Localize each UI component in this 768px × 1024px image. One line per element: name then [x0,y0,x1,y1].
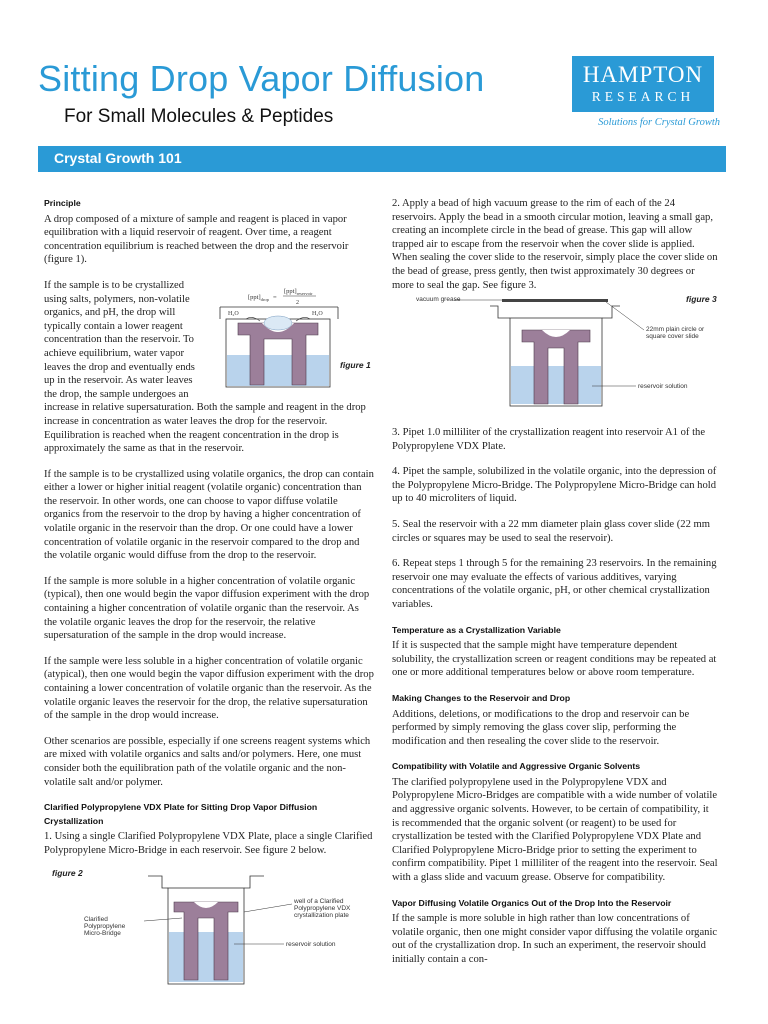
paragraph-changes: Additions, deletions, or modifications to the drop and reservoir can be performed by simply removing the glass cover slip, performing the modification and then resealing the cover slide to the reservoir. [392,708,690,747]
figure-3 [392,290,718,410]
fig1-eq-right: $[ppt]_{reservoir}$ [284,287,313,296]
figure-2-note-reservoir: reservoir solution [286,941,336,948]
paragraph-principle-2: If the sample is to be crystallized using salts, polymers, non-volatile organics, and pH, the drop will typically contain a lower reagent concentration than the reservoir. To achieve equilibrium, water vapor leaves the drop and eventually ends up in the reservoir. As water leaves the drop, the sample undergoes an increase in relative supersaturation. Both the sample and reagent in the drop increase in concentration as water leaves the drop for the reservoir. Equilibration is reached when the reagent concentration in the drop is approximately the same as that in the reservoir. [44,279,366,455]
figure-3-note-reservoir: reservoir solution [638,383,688,390]
heading-vapor-diffusing: Vapor Diffusing Volatile Organics Out of the Drop Into the Reservoir [392,897,672,908]
paragraph-step-3: 3. Pipet 1.0 milliliter of the crystallization reagent into reservoir A1 of the Polypropylene VDX Plate. [392,427,706,452]
figure-3-label: figure 3 [686,294,717,304]
figure-2-note-well: well of a Clarified Polypropylene VDX crystallization plate [294,898,351,919]
figure-3-note-grease: vacuum grease [416,296,461,303]
fig1-h2o-left: H₂O [228,310,239,317]
figure-2-note-bridge: Clarified Polypropylene Micro-Bridge [84,916,126,937]
fig1-eq-sign: = [273,293,277,301]
left-column [44,197,374,870]
right-column-bottom [392,426,718,979]
heading-compatibility: Compatibility with Volatile and Aggressive Organic Solvents [392,761,641,772]
paragraph-step-1: 1. Using a single Clarified Polypropylene VDX Plate, place a single Clarified Polypropylene Micro-Bridge in each reservoir. See figure 2 below. [44,831,373,856]
paragraph-vapor-diffusing: If the sample is more soluble in high rather than low concentrations of volatile organic, then one might consider vapor diffusing the volatile organic out of the crystallization drop. In such an experiment, the reservoir should initially contain a con- [392,913,718,965]
heading-changes: Making Changes to the Reservoir and Drop [392,692,571,703]
figure-3-note-cover: 22mm plain circle or square cover slide [646,326,705,340]
logo-tagline: Solutions for Crystal Growth [598,117,720,128]
paragraph-step-5: 5. Seal the reservoir with a 22 mm diameter plain glass cover slide (22 mm circles or squares may be used to seal the reservoir). [392,518,711,544]
figure-1-label: figure 1 [340,359,371,370]
right-column-top [392,197,718,304]
figure-1 [206,279,374,397]
banner-text: Crystal Growth 101 [54,150,182,166]
hampton-research-logo [572,56,714,112]
paragraph-principle-4: If the sample is more soluble in a higher concentration of volatile organic (typical), then one would begin the vapor diffusion experiment with the drop containing a higher concentration of volatile organic than the reservoir. As the volatile organic leaves the drop for the reservoir, the relative supersaturation of the sample in the drop would increase. [44,575,370,642]
page-title: Sitting Drop Vapor Diffusion [38,58,485,99]
figure-2 [44,866,374,986]
paragraph-temperature: If it is suspected that the sample might have temperature dependent solubility, the crystallization screen or reagent conditions may be repeated at one or more additional temperatures below or above room temperature. [392,640,717,679]
logo-line2: RESEARCH [591,89,695,104]
page-subtitle: For Small Molecules & Peptides [64,106,334,127]
paragraph-principle-1: A drop composed of a mixture of sample and reagent is placed in vapor equilibration with a liquid reservoir of reagent. Over time, a reagent concentration equilibrium is reached between the drop and the reservoir (figure 1). [44,213,349,266]
figure-3-diagram [392,290,718,410]
paragraph-compatibility: The clarified polypropylene used in the Polypropylene VDX and Polypropylene Micro-Bridges are compatible with a wide number of volatile and aggressive organic solvents. However, to be certain of compatibility, it is recommended that the organic solvent (or reagent) to be used for crystallization be tested with the Clarified Polypropylene VDX Plate and Clarified Polypropylene Micro-Bridge prior to setting the experiment to confirm compatibility. Pipet 1 milliliter of the reagent into the reservoir. Seal with a glass slide and vacuum grease. Observe for compatibility. [392,776,718,884]
fig1-eq-den: 2 [296,299,299,306]
logo-line1: HAMPTON [582,62,704,87]
heading-temperature: Temperature as a Crystallization Variable [392,624,561,635]
fig1-eq-left: $[ppt]_{drop}$ [248,293,269,302]
section-banner [38,146,726,172]
paragraph-step-4: 4. Pipet the sample, solubilized in the volatile organic, into the depression of the Polypropylene Micro-Bridge. The Polypropylene Micro-Bridge can hold up to 40 microliters of liquid. [392,466,717,505]
paragraph-principle-3: If the sample is to be crystallized using volatile organics, the drop can contain either a lower or higher initial reagent (volatile organic) concentration than the reservoir. In other words, one can choose to vapor diffuse volatile organics from the reservoir to the drop by having a higher concentration of volatile organic in the reservoir than the drop. Or one could have a lower concentration of volatile organic in the reservoir compared to the drop and the volatile organic would diffuse from the drop to the reservoir. [44,468,374,562]
paragraph-step-2: 2. Apply a bead of high vacuum grease to the rim of each of the 24 reservoirs. Apply the bead in a smooth circular motion, leaving a small gap, creating an incomplete circle in the bead of grease. This gap will allow trapped air to escape from the reservoir when the cover slide is applied. When sealing the cover slide to the reservoir, simply place the cover slide on the bead of grease, press gently, then twist approximately 30 degrees or more to seal the gap. See figure 3. [392,198,718,291]
figure-1-diagram [206,279,374,391]
figure-2-label: figure 2 [52,868,83,878]
paragraph-step-6: 6. Repeat steps 1 through 5 for the remaining 23 reservoirs. In the remaining reservoir one may evaluate the effects of various additives, varying concentrations of the volatile organic, pH, or other chemical crystallization variables. [392,558,717,610]
fig1-h2o-right: H₂O [312,310,323,317]
heading-clarified-vdx: Clarified Polypropylene VDX Plate for Sitting Drop Vapor Diffusion Crystallization [44,802,318,826]
paragraph-principle-6: Other scenarios are possible, especially if one screens reagent systems which are mixed with volatile organics and salts and/or polymers. Here, one must consider both the equilibration path of the volatile organic and the non-volatile salt and/or polymer. [44,735,371,788]
paragraph-principle-5: If the sample were less soluble in a higher concentration of volatile organic (atypical), then one would begin the vapor diffusion experiment with the drop containing a lower concentration of volatile organic than the reservoir. As the volatile organic leaves the reservoir for the drop, the relative supersaturation of the sample in the drop would increase. [44,655,374,722]
heading-principle: Principle [44,198,81,208]
